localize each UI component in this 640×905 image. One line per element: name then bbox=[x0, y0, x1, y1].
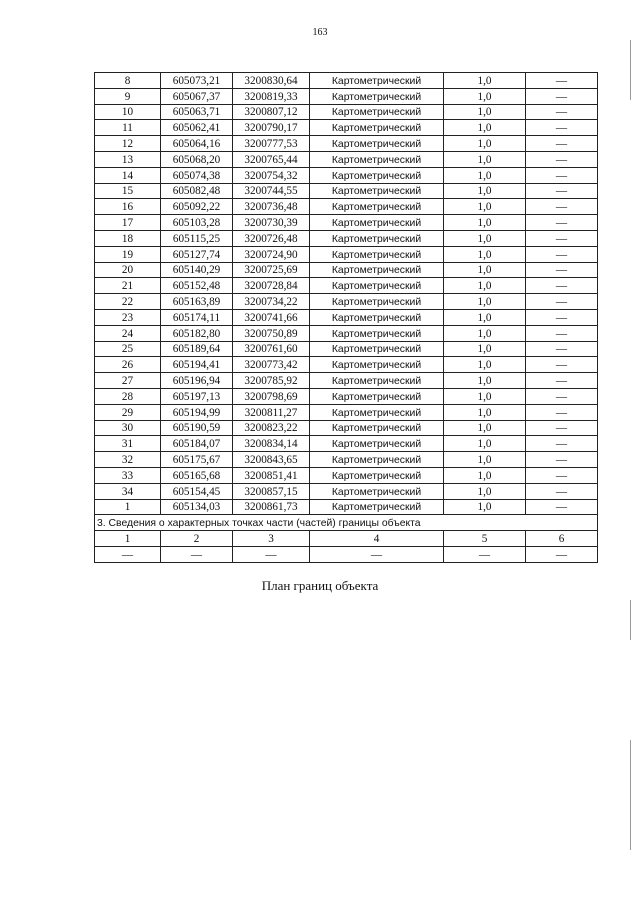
table-cell: 605067,37 bbox=[161, 88, 233, 104]
table-cell: 605092,22 bbox=[161, 199, 233, 215]
table-cell: 3200777,53 bbox=[233, 136, 310, 152]
table-row bbox=[95, 136, 598, 152]
table-cell: 1,0 bbox=[444, 262, 526, 278]
table-cell: 23 bbox=[95, 309, 161, 325]
table-cell: 605115,25 bbox=[161, 230, 233, 246]
table-cell: 1,0 bbox=[444, 357, 526, 373]
table-cell: 1,0 bbox=[444, 136, 526, 152]
table-cell: — bbox=[310, 546, 444, 562]
table-cell: 30 bbox=[95, 420, 161, 436]
table-row bbox=[95, 325, 598, 341]
table-cell: 605165,68 bbox=[161, 467, 233, 483]
table-cell: 22 bbox=[95, 294, 161, 310]
table-cell: 29 bbox=[95, 404, 161, 420]
section-title: 3. Сведения о характерных точках части (частей) границы объекта bbox=[95, 515, 598, 531]
table-cell: 1,0 bbox=[444, 104, 526, 120]
table-cell: Картометрический bbox=[310, 73, 444, 89]
table-cell: 605068,20 bbox=[161, 151, 233, 167]
table-row bbox=[95, 120, 598, 136]
table-cell: 3200811,27 bbox=[233, 404, 310, 420]
table-cell: 605062,41 bbox=[161, 120, 233, 136]
table-cell: 605182,80 bbox=[161, 325, 233, 341]
table-row bbox=[95, 341, 598, 357]
table-row bbox=[95, 278, 598, 294]
table-cell: 605152,48 bbox=[161, 278, 233, 294]
table-cell: 1,0 bbox=[444, 167, 526, 183]
table-body bbox=[95, 73, 598, 563]
table-cell: — bbox=[526, 262, 598, 278]
table-cell: — bbox=[526, 309, 598, 325]
table-cell: — bbox=[526, 199, 598, 215]
table-cell: 3200823,22 bbox=[233, 420, 310, 436]
table-cell: Картометрический bbox=[310, 357, 444, 373]
table-cell: — bbox=[526, 294, 598, 310]
table-cell: 1,0 bbox=[444, 183, 526, 199]
table-cell: — bbox=[233, 546, 310, 562]
table-cell: — bbox=[526, 167, 598, 183]
table-row bbox=[95, 483, 598, 499]
table-cell: 1,0 bbox=[444, 278, 526, 294]
table-cell: 3200773,42 bbox=[233, 357, 310, 373]
table-cell: 1,0 bbox=[444, 373, 526, 389]
table-cell: 3200843,65 bbox=[233, 452, 310, 468]
table-row bbox=[95, 230, 598, 246]
table-cell: 1,0 bbox=[444, 452, 526, 468]
table-cell: 1,0 bbox=[444, 325, 526, 341]
table-cell: 9 bbox=[95, 88, 161, 104]
table-cell: 1,0 bbox=[444, 199, 526, 215]
table-cell: — bbox=[526, 151, 598, 167]
table-cell: 1,0 bbox=[444, 499, 526, 515]
table-row bbox=[95, 436, 598, 452]
table-row bbox=[95, 151, 598, 167]
table-cell: 1,0 bbox=[444, 246, 526, 262]
table-cell: — bbox=[526, 120, 598, 136]
table-cell: 3200754,32 bbox=[233, 167, 310, 183]
table-cell: Картометрический bbox=[310, 388, 444, 404]
table-cell: 1,0 bbox=[444, 88, 526, 104]
table-cell: 13 bbox=[95, 151, 161, 167]
table-cell: 605082,48 bbox=[161, 183, 233, 199]
table-row bbox=[95, 309, 598, 325]
table-cell: 605190,59 bbox=[161, 420, 233, 436]
table-cell: 3200819,33 bbox=[233, 88, 310, 104]
table-cell: Картометрический bbox=[310, 167, 444, 183]
table-cell: 3200744,55 bbox=[233, 183, 310, 199]
table-cell: — bbox=[526, 420, 598, 436]
table-cell: 31 bbox=[95, 436, 161, 452]
boundary-points-table bbox=[94, 72, 598, 563]
table-cell: 1,0 bbox=[444, 73, 526, 89]
table-cell: 1,0 bbox=[444, 420, 526, 436]
table-cell: 21 bbox=[95, 278, 161, 294]
table-row bbox=[95, 420, 598, 436]
table-cell: Картометрический bbox=[310, 104, 444, 120]
table-row bbox=[95, 104, 598, 120]
table-cell: 18 bbox=[95, 230, 161, 246]
table-cell: 3 bbox=[233, 531, 310, 547]
table-cell: — bbox=[526, 88, 598, 104]
table-cell: 605184,07 bbox=[161, 436, 233, 452]
table-cell: 27 bbox=[95, 373, 161, 389]
table-cell: 34 bbox=[95, 483, 161, 499]
table-cell: Картометрический bbox=[310, 294, 444, 310]
table-row bbox=[95, 246, 598, 262]
table-cell: 605194,99 bbox=[161, 404, 233, 420]
table-cell: — bbox=[526, 136, 598, 152]
table-cell: 605074,38 bbox=[161, 167, 233, 183]
table-cell: 1,0 bbox=[444, 120, 526, 136]
table-cell: 3200741,66 bbox=[233, 309, 310, 325]
table-cell: — bbox=[526, 341, 598, 357]
table-cell: 33 bbox=[95, 467, 161, 483]
table-row bbox=[95, 404, 598, 420]
table-cell: 3200728,84 bbox=[233, 278, 310, 294]
table-cell: Картометрический bbox=[310, 246, 444, 262]
table-cell: 605127,74 bbox=[161, 246, 233, 262]
table-cell: 10 bbox=[95, 104, 161, 120]
table-cell: Картометрический bbox=[310, 183, 444, 199]
table-cell: 605194,41 bbox=[161, 357, 233, 373]
table-cell: — bbox=[526, 215, 598, 231]
table-cell: 3200761,60 bbox=[233, 341, 310, 357]
table-cell: Картометрический bbox=[310, 499, 444, 515]
table-cell: 3200857,15 bbox=[233, 483, 310, 499]
table-cell: — bbox=[526, 467, 598, 483]
table-row bbox=[95, 499, 598, 515]
table-cell: 3200734,22 bbox=[233, 294, 310, 310]
table-row bbox=[95, 294, 598, 310]
table-cell: Картометрический bbox=[310, 452, 444, 468]
table-cell: 8 bbox=[95, 73, 161, 89]
table-cell: Картометрический bbox=[310, 120, 444, 136]
table-cell: 1 bbox=[95, 499, 161, 515]
table-cell: 1,0 bbox=[444, 388, 526, 404]
table-cell: 1,0 bbox=[444, 341, 526, 357]
table-cell: 3200861,73 bbox=[233, 499, 310, 515]
table-cell: Картометрический bbox=[310, 420, 444, 436]
table-cell: 1,0 bbox=[444, 467, 526, 483]
plan-title: План границ объекта bbox=[261, 578, 379, 593]
table-cell: Картометрический bbox=[310, 262, 444, 278]
table-cell: — bbox=[526, 499, 598, 515]
table-cell: — bbox=[526, 388, 598, 404]
table-cell: 3200726,48 bbox=[233, 230, 310, 246]
table-cell: Картометрический bbox=[310, 136, 444, 152]
table-row bbox=[95, 167, 598, 183]
table-cell: — bbox=[526, 373, 598, 389]
table-cell: Картометрический bbox=[310, 483, 444, 499]
table-cell: — bbox=[526, 452, 598, 468]
table-row bbox=[95, 262, 598, 278]
table-cell: 1,0 bbox=[444, 215, 526, 231]
table-row bbox=[95, 452, 598, 468]
table-cell: 1 bbox=[95, 531, 161, 547]
table-row bbox=[95, 357, 598, 373]
table-cell: Картометрический bbox=[310, 436, 444, 452]
table-cell: — bbox=[444, 546, 526, 562]
table-cell: 26 bbox=[95, 357, 161, 373]
table-cell: — bbox=[526, 73, 598, 89]
table-cell: 3200798,69 bbox=[233, 388, 310, 404]
table-cell: 605063,71 bbox=[161, 104, 233, 120]
table-cell: 1,0 bbox=[444, 230, 526, 246]
table-cell: 605196,94 bbox=[161, 373, 233, 389]
table-cell: 32 bbox=[95, 452, 161, 468]
table-cell: 605197,13 bbox=[161, 388, 233, 404]
page-number: 163 bbox=[312, 27, 328, 38]
table-cell: — bbox=[526, 278, 598, 294]
table-cell: 11 bbox=[95, 120, 161, 136]
table-cell: 605175,67 bbox=[161, 452, 233, 468]
table-cell: 1,0 bbox=[444, 404, 526, 420]
table-cell: 2 bbox=[161, 531, 233, 547]
table-cell: 3200834,14 bbox=[233, 436, 310, 452]
table-cell: 1,0 bbox=[444, 309, 526, 325]
section-title-row bbox=[95, 515, 598, 531]
table-cell: 3200750,89 bbox=[233, 325, 310, 341]
table-cell: 6 bbox=[526, 531, 598, 547]
table-cell: 605163,89 bbox=[161, 294, 233, 310]
table-cell: 605189,64 bbox=[161, 341, 233, 357]
table-cell: Картометрический bbox=[310, 325, 444, 341]
table-row bbox=[95, 373, 598, 389]
table-row bbox=[95, 73, 598, 89]
scan-edge-mark bbox=[630, 600, 631, 640]
table-cell: 3200724,90 bbox=[233, 246, 310, 262]
table-cell: 3200807,12 bbox=[233, 104, 310, 120]
table-cell: Картометрический bbox=[310, 278, 444, 294]
table-cell: 15 bbox=[95, 183, 161, 199]
table-row bbox=[95, 88, 598, 104]
table-cell: 1,0 bbox=[444, 294, 526, 310]
table-cell: 605174,11 bbox=[161, 309, 233, 325]
table-cell: 3200851,41 bbox=[233, 467, 310, 483]
table-cell: 605154,45 bbox=[161, 483, 233, 499]
table-cell: Картометрический bbox=[310, 404, 444, 420]
scan-edge-mark bbox=[630, 40, 631, 100]
table-cell: 28 bbox=[95, 388, 161, 404]
table-cell: 19 bbox=[95, 246, 161, 262]
table-cell: 20 bbox=[95, 262, 161, 278]
table-cell: 1,0 bbox=[444, 436, 526, 452]
table-row bbox=[95, 215, 598, 231]
table-cell: 14 bbox=[95, 167, 161, 183]
table-cell: 605103,28 bbox=[161, 215, 233, 231]
table-cell: Картометрический bbox=[310, 467, 444, 483]
table-cell: Картометрический bbox=[310, 373, 444, 389]
table-cell: Картометрический bbox=[310, 341, 444, 357]
table-cell: Картометрический bbox=[310, 88, 444, 104]
table-cell: 1,0 bbox=[444, 151, 526, 167]
table-cell: 24 bbox=[95, 325, 161, 341]
table-cell: 3200830,64 bbox=[233, 73, 310, 89]
table-cell: — bbox=[526, 325, 598, 341]
table-row bbox=[95, 388, 598, 404]
table-cell: — bbox=[526, 546, 598, 562]
table-cell: 605134,03 bbox=[161, 499, 233, 515]
table-cell: 3200790,17 bbox=[233, 120, 310, 136]
table-cell: 17 bbox=[95, 215, 161, 231]
table-cell: 16 bbox=[95, 199, 161, 215]
table-cell: — bbox=[526, 357, 598, 373]
table-cell: — bbox=[526, 104, 598, 120]
table-cell: — bbox=[526, 230, 598, 246]
table-cell: — bbox=[526, 436, 598, 452]
table-cell: — bbox=[161, 546, 233, 562]
table-cell: 3200785,92 bbox=[233, 373, 310, 389]
table-cell: Картометрический bbox=[310, 199, 444, 215]
table-cell: 25 bbox=[95, 341, 161, 357]
table-cell: 3200730,39 bbox=[233, 215, 310, 231]
table-cell: — bbox=[95, 546, 161, 562]
section-header-row bbox=[95, 531, 598, 547]
table-cell: — bbox=[526, 483, 598, 499]
table-cell: — bbox=[526, 404, 598, 420]
table-cell: 3200725,69 bbox=[233, 262, 310, 278]
table-cell: 3200765,44 bbox=[233, 151, 310, 167]
scan-edge-mark bbox=[630, 740, 631, 850]
table-cell: 605140,29 bbox=[161, 262, 233, 278]
table-cell: 1,0 bbox=[444, 483, 526, 499]
table-row bbox=[95, 467, 598, 483]
table-row bbox=[95, 183, 598, 199]
table-cell: 605073,21 bbox=[161, 73, 233, 89]
table-cell: — bbox=[526, 246, 598, 262]
table-cell: 3200736,48 bbox=[233, 199, 310, 215]
table-cell: Картометрический bbox=[310, 309, 444, 325]
table-cell: Картометрический bbox=[310, 151, 444, 167]
table-row bbox=[95, 546, 598, 562]
table-cell: 12 bbox=[95, 136, 161, 152]
table-cell: — bbox=[526, 183, 598, 199]
table-cell: 605064,16 bbox=[161, 136, 233, 152]
table-row bbox=[95, 199, 598, 215]
table-cell: Картометрический bbox=[310, 215, 444, 231]
table-cell: 5 bbox=[444, 531, 526, 547]
table-cell: Картометрический bbox=[310, 230, 444, 246]
table-cell: 4 bbox=[310, 531, 444, 547]
